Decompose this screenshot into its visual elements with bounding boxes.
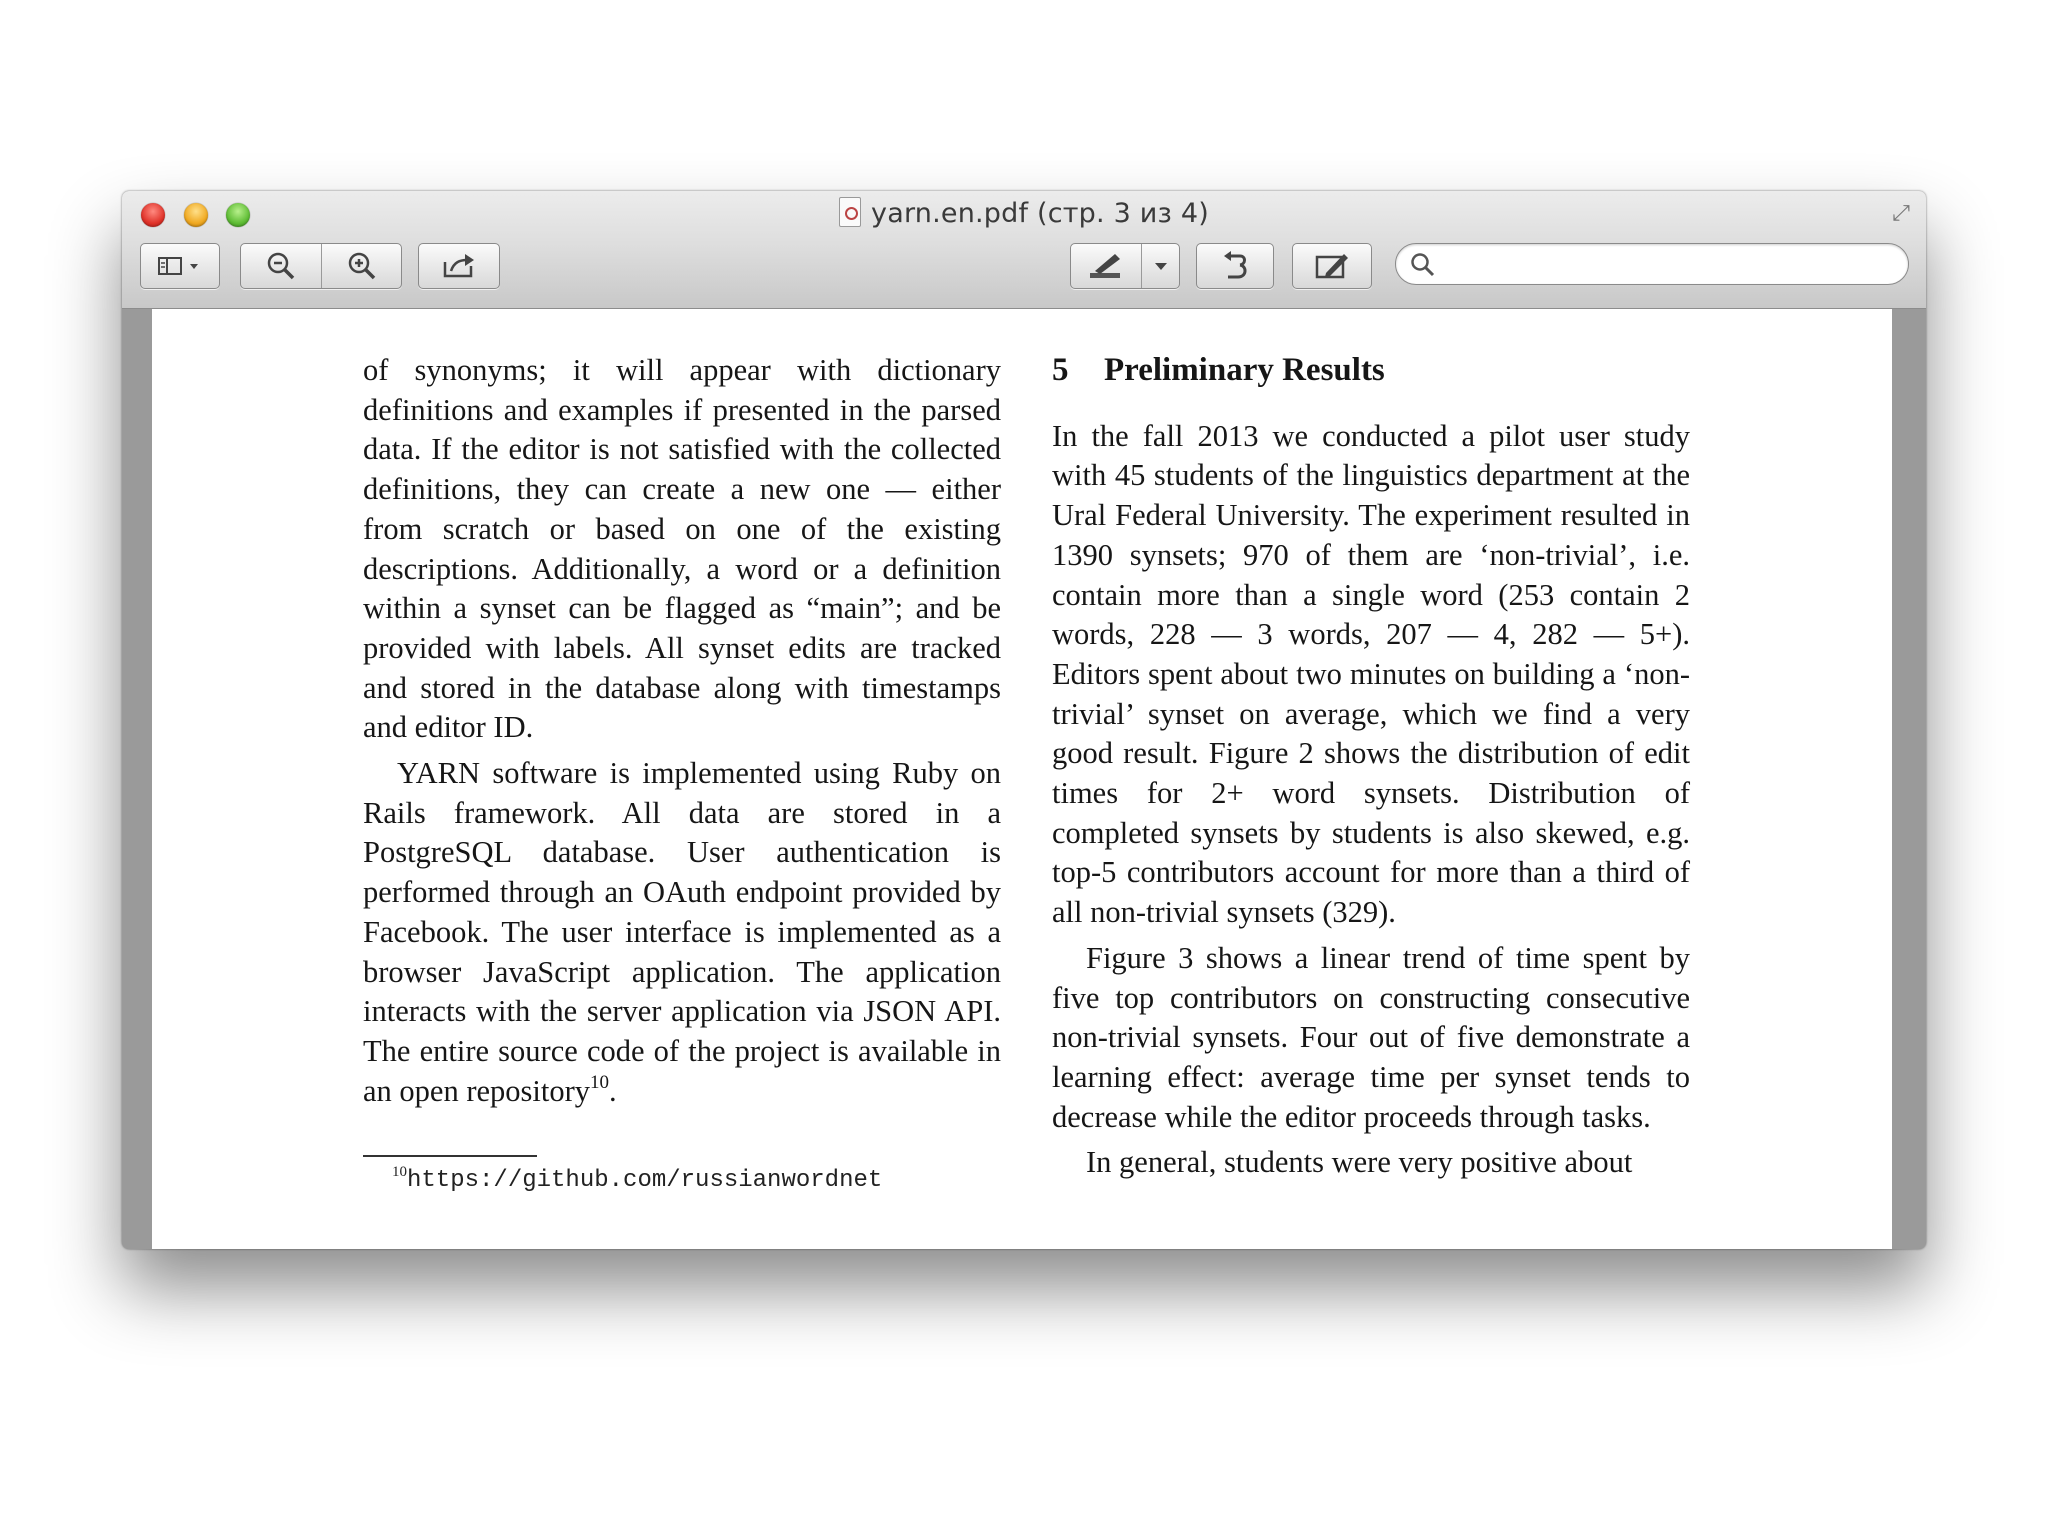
section-heading	[1052, 351, 1690, 391]
share-icon	[442, 252, 476, 280]
pencil-box-icon	[1314, 251, 1350, 281]
zoom-button-group	[240, 243, 402, 289]
footnote	[392, 1164, 883, 1194]
rotate-segment[interactable]	[1197, 244, 1273, 288]
chevron-down-icon	[1153, 260, 1169, 272]
highlight-button-group	[1070, 243, 1180, 289]
footnote-divider	[363, 1155, 537, 1157]
left-text-column	[363, 351, 1001, 1111]
pdf-page	[152, 309, 1892, 1249]
zoom-in-icon	[346, 250, 378, 282]
left-paragraph-2-text: YARN software is implemented using Ruby on Rails framework. All data are stored in a PostgreSQL database. User authentication is performed through an OAuth endpoint provided by Facebook. The user interface is implemented as a browser JavaScript application. The application interacts with the server application via JSON API. The entire source code of the project is available in an open repository	[363, 756, 1001, 1108]
zoom-in-button[interactable]	[321, 244, 402, 288]
right-paragraph-1: In the fall 2013 we conducted a pilot user study with 45 students of the linguistics department at the Ural Federal University. The experiment resulted in 1390 synsets; 970 of them are ‘non-trivial’, i.e. contain more than a single word (253 contain 2 words, 228 — 3 words, 207 — 4, 282 — 5+). Editors spent about two minutes on building a ‘non-trivial’ synset on average, which we find a very good result. Figure 2 shows the distribution of edit times for 2+ word synsets. Distribution of completed synsets by students is also skewed, e.g. top-5 contributors account for more than a third of all non-trivial synsets (329).	[1052, 418, 1690, 930]
footnote-number: 10	[392, 1164, 407, 1180]
search-icon	[1410, 252, 1436, 278]
highlighter-icon	[1087, 251, 1125, 281]
right-paragraph-3: In general, students were very positive about	[1086, 1145, 1633, 1180]
share-button[interactable]	[418, 243, 500, 289]
window-title	[122, 197, 1926, 229]
left-paragraph-2-end: .	[609, 1073, 617, 1108]
section-title: Preliminary Results	[1104, 352, 1385, 388]
fullscreen-icon[interactable]: ⤢	[1892, 201, 1910, 226]
window-title-text: yarn.en.pdf (стр. 3 из 4)	[871, 198, 1209, 229]
pdf-document-icon	[839, 197, 861, 227]
sidebar-view-button[interactable]	[140, 243, 220, 289]
share-segment[interactable]	[419, 244, 499, 288]
rotate-button[interactable]	[1196, 243, 1274, 289]
right-text-column	[1052, 351, 1690, 1183]
left-paragraph-2	[363, 754, 1001, 1111]
zoom-out-button[interactable]	[241, 244, 321, 288]
left-paragraph-1: of synonyms; it will appear with dictionary definitions and examples if presented in the parsed data. If the editor is not satisfied with the collected definitions, they can create a new one — either from scratch or based on one of the existing descriptions. Additionally, a word or a definition within a synset can be flagged as “main”; and be provided with labels. All synset edits are tracked and stored in the database along with timestamps and editor ID.	[363, 353, 1001, 745]
title-toolbar	[122, 191, 1926, 309]
footnote-reference[interactable]: 10	[590, 1071, 609, 1093]
highlight-button[interactable]	[1071, 244, 1141, 288]
section-number: 5	[1052, 352, 1069, 388]
annotate-button[interactable]	[1292, 243, 1372, 289]
highlight-options-button[interactable]	[1141, 244, 1180, 288]
sidebar-view-segment[interactable]	[141, 244, 219, 288]
search-field[interactable]	[1395, 243, 1909, 285]
right-paragraph-2: Figure 3 shows a linear trend of time spent by five top contributors on constructing consecutive non-trivial synsets. Four out of five demonstrate a learning effect: average time per synset tends to decrease while the editor proceeds through tasks.	[1052, 940, 1690, 1134]
rotate-icon	[1220, 250, 1250, 282]
footnote-url[interactable]: https://github.com/russianwordnet	[407, 1167, 883, 1194]
preview-window	[122, 191, 1926, 1249]
zoom-out-icon	[265, 250, 297, 282]
sidebar-icon	[157, 254, 203, 278]
search-input[interactable]	[1446, 248, 1890, 280]
annotate-segment[interactable]	[1293, 244, 1371, 288]
